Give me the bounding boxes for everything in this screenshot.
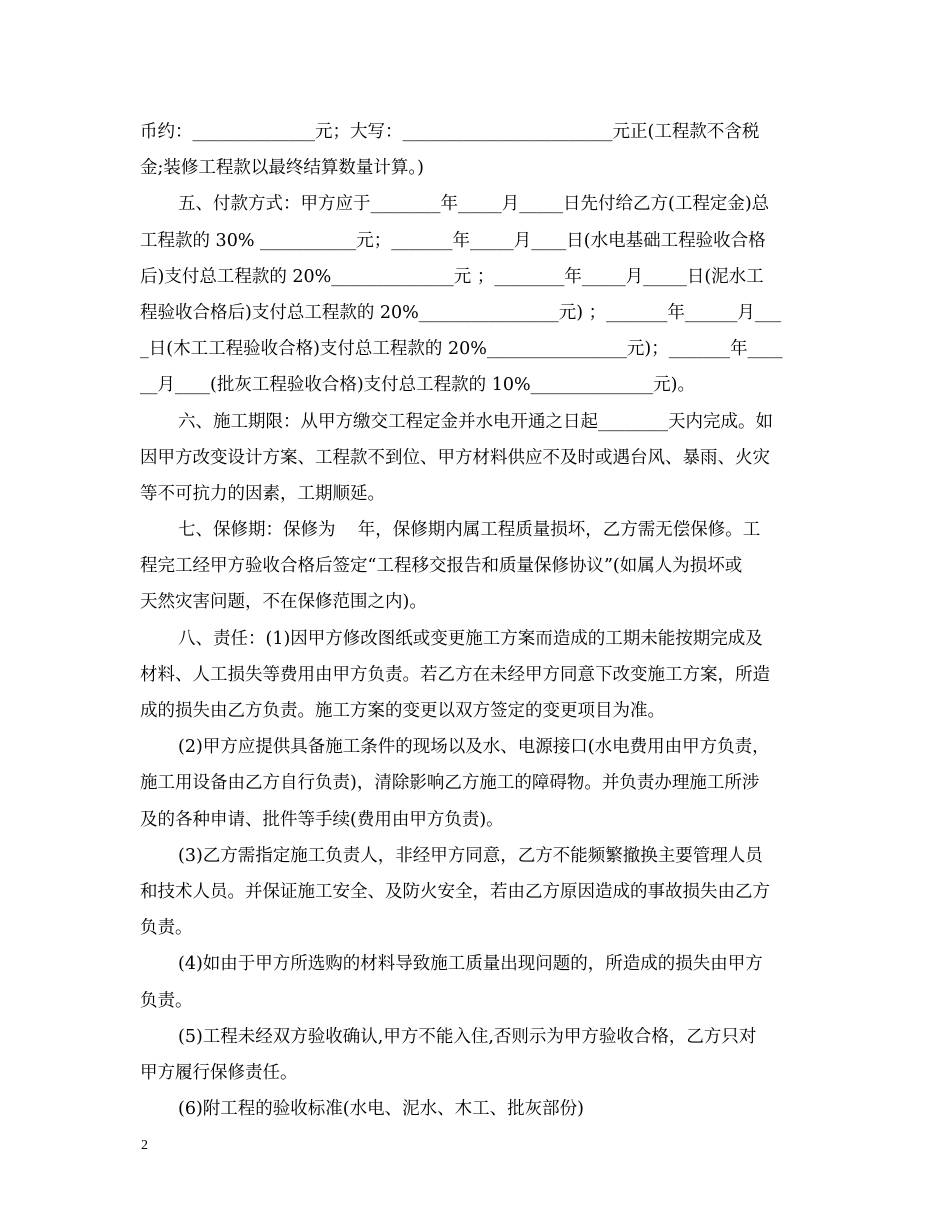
text-line: 等不可抗力的因素，工期顺延。	[140, 483, 385, 504]
text-line: 金;装修工程款以最终结算数量计算。)	[140, 158, 424, 179]
section-8-heading-line: 八、责任：(1)因甲方修改图纸或变更施工方案而造成的工期未能按期完成及	[178, 628, 763, 649]
text-line: 负责。	[140, 990, 193, 1011]
clause-3-line: (3)乙方需指定施工负责人，非经甲方同意，乙方不能频繁撤换主要管理人员	[178, 845, 763, 866]
section-5-heading-line: 五、付款方式：甲方应于________年_____月_____日先付给乙方(工程定金)总	[178, 194, 770, 215]
section-6-heading-line: 六、施工期限：从甲方缴交工程定金并水电开通之日起________天内完成。如	[178, 411, 773, 432]
text-line: 及的各种申请、批件等手续(费用由甲方负责)。	[140, 809, 504, 830]
text-line: 材料、人工损失等费用由甲方负责。若乙方在未经甲方同意下改变施工方案，所造	[140, 664, 770, 685]
text-line: __月____(批灰工程验收合格)支付总工程款的 10%______________元)。	[140, 375, 695, 396]
text-line: 和技术人员。并保证施工安全、及防火安全，若由乙方原因造成的事故损失由乙方	[140, 881, 770, 902]
text-line: 施工用设备由乙方自行负责)，清除影响乙方施工的障碍物。并负责办理施工所涉	[140, 773, 760, 794]
clause-2-line: (2)甲方应提供具备施工条件的现场以及水、电源接口(水电费用由甲方负责，	[178, 737, 770, 758]
text-line: 后)支付总工程款的 20%______________元 ；________年_____月_____日(泥水工	[140, 266, 764, 287]
section-7-heading-line: 七、保修期：保修为 年，保修期内属工程质量损坏，乙方需无偿保修。工	[178, 520, 761, 541]
text-line: 程完工经甲方验收合格后签定“工程移交报告和质量保修协议”(如属人为损坏或	[140, 556, 743, 577]
document-body	[140, 114, 810, 1127]
page-number: 2	[141, 1138, 148, 1153]
text-line: 天然灾害问题，不在保修范围之内)。	[140, 592, 427, 613]
text-line: _日(木工工程验收合格)支付总工程款的 20%________________元)；_______年____	[140, 339, 783, 360]
text-line: 负责。	[140, 918, 193, 939]
text-line: 因甲方改变设计方案、工程款不到位、甲方材料供应不及时或遇台风、暴雨、火灾	[140, 447, 770, 468]
clause-5-line: (5)工程未经双方验收确认,甲方不能入住,否则示为甲方验收合格，乙方只对	[178, 1026, 757, 1047]
text-line: 币约：______________元；大写：________________________元正(工程款不含税	[140, 122, 760, 142]
clause-6-line: (6)附工程的验收标准(水电、泥水、木工、批灰部份)	[178, 1099, 584, 1120]
text-line: 甲方履行保修责任。	[140, 1062, 298, 1083]
text-line: 成的损失由乙方负责。施工方案的变更以双方签定的变更项目为准。	[140, 701, 665, 721]
text-line: 工程款的 30% ___________元；_______年_____月____日(水电基础工程验收合格	[140, 230, 766, 251]
text-line: 程验收合格后)支付总工程款的 20%________________元) ；_______年______月___	[140, 302, 782, 323]
clause-4-line: (4)如由于甲方所选购的材料导致施工质量出现问题的，所造成的损失由甲方	[178, 954, 763, 975]
